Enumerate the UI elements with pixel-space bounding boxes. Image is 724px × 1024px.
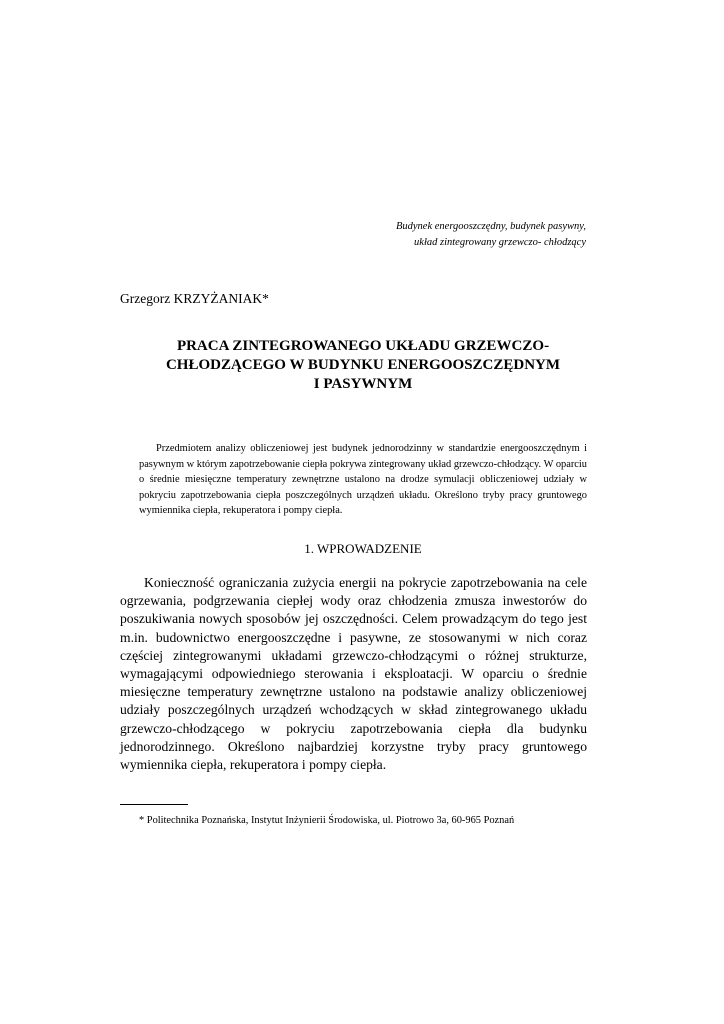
footnote-divider [120, 804, 188, 805]
keywords [186, 219, 586, 251]
title-line: PRACA ZINTEGROWANEGO UKŁADU GRZEWCZO- [176, 338, 550, 354]
title-line: CHŁODZĄCEGO W BUDYNKU ENERGOOSZCZĘDNYM [165, 357, 561, 373]
author-name: Grzegorz KRZYŻANIAK* [120, 291, 269, 306]
abstract-text: Przedmiotem analizy obliczeniowej jest budynek jednorodzinny w standardzie energooszczędnym i pasywnym w którym zapotrzebowanie ciepła pokrywa zintegrowany układ grzewczo-chłodzący. W oparciu o średnie miesięczne temperatury zewnętrzne ustalono na drodze symulacji obliczeniowej udziały w pokryciu zapotrzebowania ciepła poszczególnych urządzeń układu. Określono tryby pracy gruntowego wymiennika ciepła, rekuperatora i pompy ciepła. [139, 443, 587, 517]
abstract [139, 441, 587, 519]
keywords-line: Budynek energooszczędny, budynek pasywny, [395, 221, 586, 232]
body-paragraph: Konieczność ograniczania zużycia energii na pokrycie zapotrzebowania na cele ogrzewania, podgrzewania ciepłej wody oraz chłodzenia zmusza inwestorów do poszukiwania nowych sposobów jej oszczędności. Celem prowadzącym do tego jest m.in. budownictwo energooszczędne i pasywne, ze stosowanymi w nich coraz częściej zintegrowanymi układami grzewczo-chłodzącymi o różnej strukturze, wymagającymi odpowiedniego sterowania i eksploatacji. W oparciu o średnie miesięczne temperatury zewnętrzne ustalono na podstawie analizy obliczeniowej udziały poszczególnych urządzeń wchodzących w skład zintegrowanego układu grzewczo-chłodzącego w pokryciu zapotrzebowania ciepła dla budynku jednorodzinnego. Określono najbardziej korzystne tryby pracy gruntowego wymiennika ciepła, rekuperatora i pompy ciepła. [120, 575, 587, 773]
section-body [120, 574, 587, 774]
footnote: * Politechnika Poznańska, Instytut Inżynierii Środowiska, ul. Piotrowo 3a, 60-965 Poznań [139, 815, 515, 826]
paper-title [120, 337, 606, 394]
title-line: I PASYWNYM [313, 376, 413, 392]
keywords-line: układ zintegrowany grzewczo- chłodzący [414, 237, 586, 248]
section-heading: 1. WPROWADZENIE [304, 541, 422, 556]
